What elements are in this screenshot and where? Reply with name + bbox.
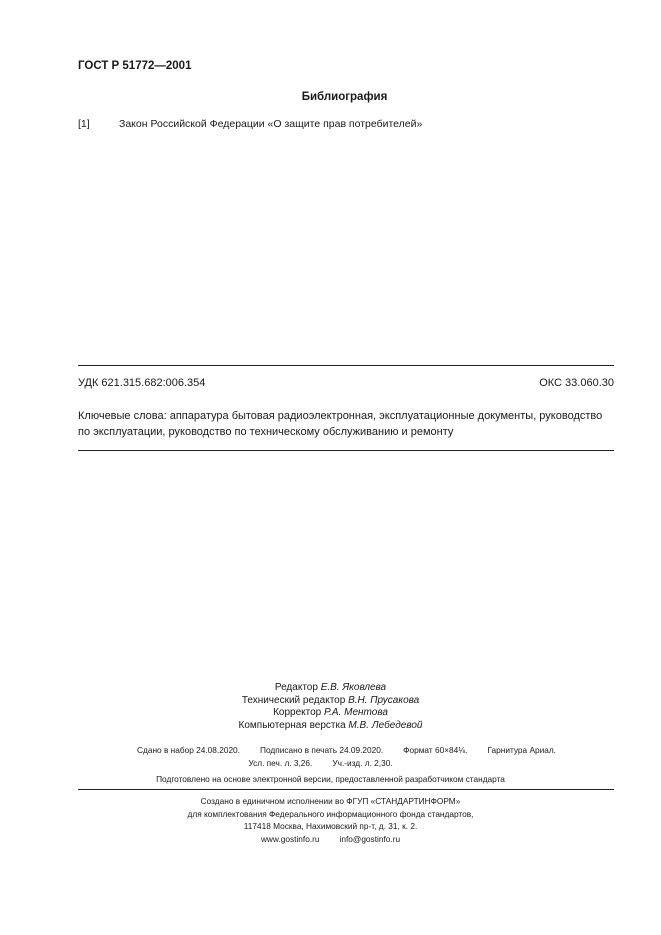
publisher-line-1: Создано в единичном исполнении во ФГУП «СТАНДАРТИНФОРМ»: [200, 796, 461, 806]
tech-editor-line: Технический редактор В.Н. Прусакова: [241, 694, 420, 706]
bibliography-title-text: Библиография: [301, 91, 388, 103]
layout-line: Компьютерная верстка М.В. Лебедевой: [238, 719, 423, 731]
bibliography-title: [0, 91, 661, 103]
printing-row-2: Усл. печ. л. 3,26. Уч.-изд. л. 2,30.: [248, 758, 393, 768]
corrector-line: Корректор Р.А. Ментова: [273, 707, 388, 718]
staff-credits: [0, 682, 661, 732]
document-header: ГОСТ Р 51772—2001: [78, 60, 192, 72]
publisher-contacts: [0, 833, 661, 846]
editor-line: Редактор Е.В. Яковлева: [274, 682, 387, 693]
prepared-note: Подготовлено на основе электронной версии, предоставленной разработчиком стандарта: [156, 774, 505, 784]
oks-code: ОКС 33.060.30: [539, 377, 614, 389]
publisher-info: [0, 795, 661, 845]
printing-info: [0, 744, 661, 770]
publisher-email: info@gostinfo.ru: [339, 833, 401, 844]
divider-top: [78, 365, 614, 366]
publisher-line-2: для комплектования Федерального информационного фонда стандартов,: [187, 808, 474, 819]
printing-row-1: Сдано в набор 24.08.2020. Подписано в печать 24.09.2020. Формат 60×84⅛. Гарнитура Ариал.: [137, 745, 556, 755]
bibliography-item-text: Закон Российской Федерации «О защите прав потребителей»: [119, 118, 423, 130]
divider-bottom: [78, 450, 614, 451]
publisher-address: 117418 Москва, Нахимовский пр-т, д. 31, к. 2.: [243, 821, 418, 831]
bibliography-item-number: [1]: [78, 118, 90, 130]
divider-footer: [78, 789, 614, 790]
publisher-website: www.gostinfo.ru: [260, 833, 320, 844]
udc-code: УДК 621.315.682:006.354: [78, 377, 206, 389]
keywords: Ключевые слова: аппаратура бытовая радиоэлектронная, эксплуатационные документы, руководство по эксплуатации, руководство по техническому обслуживанию и ремонту: [78, 410, 603, 438]
